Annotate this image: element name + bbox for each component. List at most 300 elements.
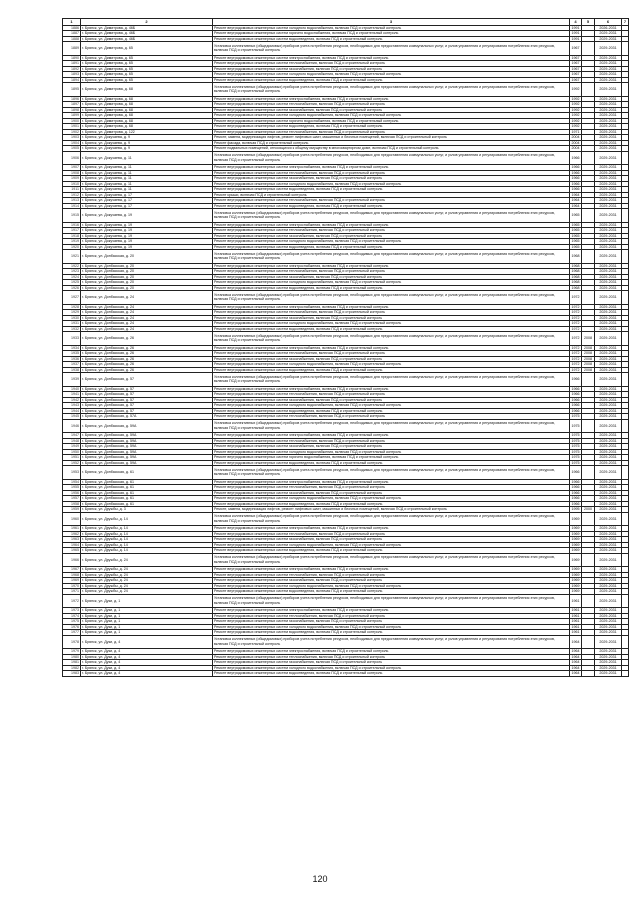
address-cell: г. Брянск, ул. Донбасская, д. 20 (81, 280, 213, 286)
row-number: 1975 (63, 619, 81, 625)
row-number: 1932 (63, 326, 81, 332)
row-number: 1959 (63, 507, 81, 513)
year-reconstruction-cell: 2000 (582, 507, 595, 513)
extra-cell (622, 250, 629, 264)
year-built-cell: 1968 (571, 269, 580, 274)
row-number: 1965 (63, 548, 81, 554)
year-built-cell: 1972 (571, 304, 580, 309)
work-type-cell: Ремонт внутридомовых инженерных систем газоснабжения, включая ПСД и строительный контроль (213, 274, 570, 280)
row-number: 1888 (63, 36, 81, 42)
planned-period-cell: 2029-2031 (595, 332, 622, 346)
address-cell: г. Брянск, ул. Донбасская, д. 61 (81, 485, 213, 491)
planned-period-cell: 2029-2031 (595, 583, 622, 589)
year-built-cell: 1965 (571, 233, 580, 238)
year-built-cell: 1967 (571, 55, 580, 60)
row-number: 1977 (63, 630, 81, 636)
year-built-cell: 1992 (571, 96, 580, 101)
work-type-cell: Ремонт внутридомовых инженерных систем водоотведения, включая ПСД и строительный контроль (213, 285, 570, 291)
work-type-cell: Установка коллективных (общедомовых) приборов учета потребления ресурсов, необходимых для предоставления коммунальных услуг, и узлов управления и регулирования потребления этих ресурсов, включая ПСД и строительный контроль (213, 83, 570, 97)
year-built-cell: 1966 (571, 403, 580, 408)
col-header-3: 3 (213, 19, 570, 26)
work-type-cell: Установка коллективных (общедомовых) приборов учета потребления ресурсов, необходимых для предоставления коммунальных услуг, и узлов управления и регулирования потребления этих ресурсов, включая ПСД и строительный контроль (213, 512, 570, 526)
year-built-cell: 2004 (571, 146, 580, 151)
work-type-cell: Ремонт, замена, модернизация лифтов, ремонт лифтовых шахт, машинных и блочных помещений, включая ПСД и строительный контроль (213, 507, 570, 513)
col-header-5: 5 (582, 19, 595, 26)
work-type-cell: Установка коллективных (общедомовых) приборов учета потребления ресурсов, необходимых для предоставления коммунальных услуг, и узлов управления и регулирования потребления этих ресурсов, включая ПСД и строительный контроль (213, 250, 570, 264)
address-cell: г. Брянск, ул. Донбасская, д. 57 (81, 392, 213, 398)
work-type-cell: Ремонт внутридомовых инженерных систем холодного водоснабжения, включая ПСД и строительный контроль (213, 239, 570, 245)
planned-period-cell: 2029-2031 (595, 250, 622, 264)
address-cell: г. Брянск, ул. Донбасская, д. 61 (81, 496, 213, 502)
address-cell: г. Брянск, ул. Димитрова, д. 68 (81, 124, 213, 130)
planned-period-cell: 2029-2031 (595, 386, 622, 392)
address-cell: г. Брянск, ул. Донбасская, д. 57 (81, 373, 213, 387)
year-built-cell: 1968 (571, 274, 580, 279)
work-type-cell: Ремонт внутридомовых инженерных систем электроснабжения, включая ПСД и строительный контроль (213, 222, 570, 228)
year-reconstruction-cell (582, 466, 595, 480)
work-type-cell: Ремонт внутридомовых инженерных систем теплоснабжения, включая ПСД и строительный контроль (213, 228, 570, 234)
planned-period-cell: 2029-2031 (595, 373, 622, 387)
planned-period-cell: 2029-2031 (595, 233, 622, 239)
year-built-cell: 1964 (571, 203, 580, 208)
col-header-6: 6 (595, 19, 622, 26)
planned-period-cell: 2029-2031 (595, 321, 622, 327)
planned-period-cell: 2029-2031 (595, 619, 622, 625)
work-type-cell: Ремонт крыши, включая ПСД и строительный контроль (213, 192, 570, 198)
work-type-cell: Ремонт внутридомовых инженерных систем теплоснабжения, включая ПСД и строительный контроль (213, 129, 570, 135)
address-cell: г. Брянск, ул. Донбасская, д. 57 (81, 403, 213, 409)
work-type-cell: Ремонт внутридомовых инженерных систем холодного водоснабжения, включая ПСД и строительный контроль (213, 362, 570, 368)
address-cell: г. Брянск, ул. Докучаева, д. 19 (81, 233, 213, 239)
year-built-cell: 1965 (571, 228, 580, 233)
row-number: 1947 (63, 433, 81, 439)
year-built-cell: 1966 (571, 165, 580, 170)
year-built-cell: 1966 (571, 490, 580, 495)
work-type-cell: Ремонт внутридомовых инженерных систем газоснабжения, включая ПСД и строительный контроль (213, 107, 570, 113)
year-built-cell: 1968 (571, 285, 580, 290)
row-number: 1982 (63, 665, 81, 671)
address-cell: г. Брянск, ул. Дружбы, д. 24 (81, 567, 213, 573)
address-cell: г. Брянск, ул. Димитрова, д. 46Б (81, 25, 213, 31)
row-number: 1939 (63, 373, 81, 387)
work-type-cell: Ремонт внутридомовых инженерных систем газоснабжения, включая ПСД и строительный контроль (213, 537, 570, 543)
row-number: 1972 (63, 594, 81, 608)
work-type-cell: Ремонт внутридомовых инженерных систем газоснабжения, включая ПСД и строительный контроль (213, 490, 570, 496)
planned-period-cell: 2029-2031 (595, 501, 622, 507)
work-type-cell: Установка коллективных (общедомовых) приборов учета потребления ресурсов, необходимых для предоставления коммунальных услуг, и узлов управления и регулирования потребления этих ресурсов, включая ПСД и строительный контроль (213, 291, 570, 305)
year-built-cell: 1992 (571, 107, 580, 112)
extra-cell (622, 553, 629, 567)
planned-period-cell: 2029-2031 (595, 526, 622, 532)
planned-period-cell: 2029-2031 (595, 203, 622, 209)
year-built-cell: 1969 (571, 589, 580, 594)
year-reconstruction-cell (582, 42, 595, 56)
address-cell: г. Брянск, ул. Докучаева, д. 11 (81, 187, 213, 193)
work-type-cell: Ремонт внутридомовых инженерных систем горячего водоснабжения, включая ПСД и строительный контроль (213, 118, 570, 124)
work-type-cell: Ремонт внутридомовых инженерных систем водоотведения, включая ПСД и строительный контроль (213, 203, 570, 209)
row-number: 1969 (63, 578, 81, 584)
row-number: 1918 (63, 233, 81, 239)
row-number: 1913 (63, 198, 81, 204)
year-reconstruction-cell (582, 151, 595, 165)
year-reconstruction-cell (582, 512, 595, 526)
planned-period-cell: 2029-2031 (595, 512, 622, 526)
address-cell: г. Брянск, ул. Дуки, д. 1 (81, 624, 213, 630)
planned-period-cell: 2029-2031 (595, 83, 622, 97)
work-type-cell: Ремонт внутридомовых инженерных систем холодного водоснабжения, включая ПСД и строительный контроль (213, 624, 570, 630)
row-number: 1974 (63, 613, 81, 619)
planned-period-cell: 2029-2031 (595, 438, 622, 444)
address-cell: г. Брянск, ул. Донбасская, д. 61 (81, 479, 213, 485)
year-built-cell: 1968 (571, 263, 580, 268)
table-row (63, 671, 629, 677)
planned-period-cell: 2029-2031 (595, 170, 622, 176)
row-number: 1916 (63, 222, 81, 228)
year-built-cell: 1966 (570, 373, 582, 387)
work-type-cell: Ремонт внутридомовых инженерных систем горячего водоснабжения, включая ПСД и строительный контроль (213, 31, 570, 37)
row-number: 1923 (63, 269, 81, 275)
planned-period-cell: 2029-2031 (595, 222, 622, 228)
address-cell: г. Брянск, ул. Донбасская, д. 61 (81, 466, 213, 480)
planned-period-cell: 2029-2031 (595, 107, 622, 113)
year-built-cell: 1964 (571, 649, 580, 654)
planned-period-cell: 2029-2031 (595, 187, 622, 193)
row-number: 1921 (63, 250, 81, 264)
work-type-cell: Ремонт внутридомовых инженерных систем водоотведения, включая ПСД и строительный контроль (213, 548, 570, 554)
row-number: 1904 (63, 140, 81, 146)
address-cell: г. Брянск, ул. Димитрова, д. 68 (81, 83, 213, 97)
address-cell: г. Брянск, ул. Димитрова, д. 46Б (81, 31, 213, 37)
address-cell: г. Брянск, ул. Докучаева, д. 11 (81, 165, 213, 171)
address-cell: г. Брянск, ул. Донбасская, д. 20 (81, 263, 213, 269)
work-type-cell: Ремонт внутридомовых инженерных систем электроснабжения, включая ПСД и строительный контроль (213, 479, 570, 485)
planned-period-cell: 2029-2031 (595, 42, 622, 56)
row-number: 1898 (63, 107, 81, 113)
row-number: 1892 (63, 66, 81, 72)
year-built-cell: 1968 (570, 250, 582, 264)
page-number: 120 (312, 874, 328, 884)
row-number: 1955 (63, 485, 81, 491)
planned-period-cell: 2029-2031 (595, 351, 622, 357)
work-type-cell: Ремонт внутридомовых инженерных систем электроснабжения, включая ПСД и строительный контроль (213, 567, 570, 573)
planned-period-cell: 2029-2031 (595, 414, 622, 420)
year-built-cell: 1992 (571, 124, 580, 129)
row-number: 1887 (63, 31, 81, 37)
address-cell: г. Брянск, ул. Докучаева, д. 9 (81, 146, 213, 152)
address-cell: г. Брянск, ул. Дружбы, д. 14 (81, 512, 213, 526)
year-built-cell: 1975 (571, 449, 580, 454)
work-type-cell: Ремонт внутридомовых инженерных систем водоотведения, включая ПСД и строительный контроль (213, 244, 570, 250)
planned-period-cell: 2029-2031 (595, 624, 622, 630)
address-cell: г. Брянск, ул. Донбасская, д. 20 (81, 274, 213, 280)
year-reconstruction-cell (582, 209, 595, 223)
work-type-cell: Ремонт внутридомовых инженерных систем водоотведения, включая ПСД и строительный контроль (213, 367, 570, 373)
row-number: 1954 (63, 479, 81, 485)
row-number: 1924 (63, 274, 81, 280)
planned-period-cell: 2029-2031 (595, 192, 622, 198)
year-built-cell: 1966 (571, 386, 580, 391)
row-number: 1949 (63, 444, 81, 450)
address-cell: г. Брянск, ул. Дуки, д. 1 (81, 594, 213, 608)
address-cell: г. Брянск, ул. Донбасская, д. 20 (81, 269, 213, 275)
planned-period-cell: 2029-2031 (595, 129, 622, 135)
planned-period-cell: 2029-2031 (595, 362, 622, 368)
year-built-cell: 1975 (571, 433, 580, 438)
row-number: 1894 (63, 77, 81, 83)
planned-period-cell: 2029-2031 (595, 444, 622, 450)
work-type-cell: Установка коллективных (общедомовых) приборов учета потребления ресурсов, необходимых для предоставления коммунальных услуг, и узлов управления и регулирования потребления этих ресурсов, включая ПСД и строительный контроль (213, 42, 570, 56)
year-built-cell: 1991 (571, 36, 580, 41)
extra-cell (622, 332, 629, 346)
work-type-cell: Ремонт внутридомовых инженерных систем электроснабжения, включая ПСД и строительный контроль (213, 165, 570, 171)
row-number: 1912 (63, 192, 81, 198)
planned-period-cell: 2029-2031 (595, 496, 622, 502)
address-cell: г. Брянск, ул. Донбасская, д. 61 (81, 490, 213, 496)
work-type-cell: Ремонт внутридомовых инженерных систем теплоснабжения, включая ПСД и строительный контроль (213, 61, 570, 67)
work-type-cell: Ремонт внутридомовых инженерных систем водоотведения, включая ПСД и строительный контроль (213, 460, 570, 466)
row-number: 1944 (63, 408, 81, 414)
address-cell: г. Брянск, ул. Дуки, д. 1 (81, 630, 213, 636)
work-type-cell: Ремонт внутридомовых инженерных систем теплоснабжения, включая ПСД и строительный контроль (213, 438, 570, 444)
address-cell: г. Брянск, ул. Дуки, д. 4 (81, 671, 213, 677)
planned-period-cell: 2029-2031 (595, 66, 622, 72)
row-number: 1910 (63, 181, 81, 187)
row-number: 1976 (63, 624, 81, 630)
year-built-cell: 2004 (571, 140, 580, 145)
year-built-cell: 1966 (570, 466, 582, 480)
address-cell: г. Брянск, ул. Донбасская, д. 59А (81, 449, 213, 455)
year-built-cell: 1967 (571, 66, 580, 71)
year-built-cell: 1975 (571, 455, 580, 460)
work-type-cell: Ремонт внутридомовых инженерных систем электроснабжения, включая ПСД и строительный контроль (213, 386, 570, 392)
row-number: 1903 (63, 135, 81, 141)
row-number: 1962 (63, 531, 81, 537)
year-reconstruction-cell: 2008 (582, 356, 595, 362)
planned-period-cell: 2029-2031 (595, 304, 622, 310)
work-type-cell: Ремонт внутридомовых инженерных систем теплоснабжения, включая ПСД и строительный контроль (213, 485, 570, 491)
row-number: 1980 (63, 654, 81, 660)
address-cell: г. Брянск, ул. Димитрова, д. 68 (81, 96, 213, 102)
row-number: 1961 (63, 526, 81, 532)
year-built-cell: 1969 (571, 537, 580, 542)
year-built-cell: 1964 (571, 192, 580, 197)
planned-period-cell: 2029-2031 (595, 280, 622, 286)
row-number: 1936 (63, 356, 81, 362)
extra-cell (622, 419, 629, 433)
planned-period-cell: 2029-2031 (595, 531, 622, 537)
work-type-cell: Ремонт подвальных помещений, относящихся к общему имуществу в многоквартирном доме, включая ПСД и строительный контроль (213, 146, 570, 152)
year-reconstruction-cell (582, 419, 595, 433)
address-cell: г. Брянск, ул. Дуки, д. 4 (81, 665, 213, 671)
work-type-cell: Ремонт внутридомовых инженерных систем теплоснабжения, включая ПСД и строительный контроль (213, 414, 570, 420)
planned-period-cell: 2029-2031 (595, 460, 622, 466)
year-built-cell: 1992 (571, 113, 580, 118)
planned-period-cell: 2029-2031 (595, 274, 622, 280)
planned-period-cell: 2029-2031 (595, 310, 622, 316)
row-number: 1940 (63, 386, 81, 392)
work-type-cell: Ремонт внутридомовых инженерных систем электроснабжения, включая ПСД и строительный контроль (213, 304, 570, 310)
row-number: 1983 (63, 671, 81, 677)
row-number: 1945 (63, 414, 81, 420)
address-cell: г. Брянск, ул. Донбасская, д. 59А (81, 433, 213, 439)
work-type-cell: Установка коллективных (общедомовых) приборов учета потребления ресурсов, необходимых для предоставления коммунальных услуг, и узлов управления и регулирования потребления этих ресурсов, включая ПСД и строительный контроль (213, 635, 570, 649)
row-number: 1914 (63, 203, 81, 209)
year-built-cell: 1992 (570, 83, 582, 97)
address-cell: г. Брянск, ул. Донбасская, д. 59А (81, 444, 213, 450)
work-type-cell: Установка коллективных (общедомовых) приборов учета потребления ресурсов, необходимых для предоставления коммунальных услуг, и узлов управления и регулирования потребления этих ресурсов, включая ПСД и строительный контроль (213, 151, 570, 165)
address-cell: г. Брянск, ул. Донбасская, д. 20 (81, 285, 213, 291)
planned-period-cell: 2029-2031 (595, 55, 622, 61)
address-cell: г. Брянск, ул. Дуки, д. 1 (81, 608, 213, 614)
address-cell: г. Брянск, ул. Димитрова, д. 122 (81, 129, 213, 135)
address-cell: г. Брянск, ул. Донбасская, д. 59А (81, 438, 213, 444)
row-number: 1890 (63, 55, 81, 61)
address-cell: г. Брянск, ул. Димитрова, д. 65 (81, 77, 213, 83)
year-built-cell: 1967 (570, 42, 582, 56)
planned-period-cell: 2029-2031 (595, 553, 622, 567)
planned-period-cell: 2029-2031 (595, 176, 622, 182)
col-header-7: 7 (622, 19, 629, 26)
table-row (63, 332, 629, 346)
year-built-cell: 1966 (571, 181, 580, 186)
address-cell: г. Брянск, ул. Дружбы, д. 3 (81, 507, 213, 513)
planned-period-cell: 2029-2031 (595, 61, 622, 67)
address-cell: г. Брянск, ул. Докучаева, д. 11 (81, 176, 213, 182)
address-cell: г. Брянск, ул. Димитрова, д. 65 (81, 66, 213, 72)
row-number: 1981 (63, 660, 81, 666)
year-built-cell: 1992 (571, 118, 580, 123)
row-number: 1966 (63, 553, 81, 567)
year-built-cell: 1992 (571, 102, 580, 107)
col-header-1: 1 (63, 19, 81, 26)
work-type-cell: Ремонт внутридомовых инженерных систем водоотведения, включая ПСД и строительный контроль (213, 326, 570, 332)
extra-cell (622, 42, 629, 56)
year-reconstruction-cell (582, 250, 595, 264)
address-cell: г. Брянск, ул. Донбасская, д. 26 (81, 362, 213, 368)
row-number: 1891 (63, 61, 81, 67)
planned-period-cell: 2029-2031 (595, 589, 622, 595)
row-number: 1970 (63, 583, 81, 589)
year-built-cell: 1975 (571, 414, 580, 419)
register-sheet (62, 18, 628, 677)
row-number: 1893 (63, 72, 81, 78)
work-type-cell: Ремонт внутридомовых инженерных систем теплоснабжения, включая ПСД и строительный контроль (213, 351, 570, 357)
address-cell: г. Брянск, ул. Дружбы, д. 14 (81, 537, 213, 543)
address-cell: г. Брянск, ул. Докучаева, д. 11 (81, 170, 213, 176)
year-built-cell: 1961 (571, 613, 580, 618)
planned-period-cell: 2029-2031 (595, 181, 622, 187)
extra-cell (622, 151, 629, 165)
row-number: 1896 (63, 96, 81, 102)
year-reconstruction-cell (582, 671, 595, 677)
planned-period-cell: 2029-2031 (595, 649, 622, 655)
row-number: 1978 (63, 635, 81, 649)
year-reconstruction-cell: 2008 (582, 332, 595, 346)
planned-period-cell: 2029-2031 (595, 198, 622, 204)
extra-cell (622, 83, 629, 97)
address-cell: г. Брянск, ул. Докучаева, д. 9 (81, 135, 213, 141)
extra-cell (622, 512, 629, 526)
address-cell: г. Брянск, ул. Докучаева, д. 17 (81, 192, 213, 198)
year-built-cell: 1972 (571, 321, 580, 326)
row-number: 1953 (63, 466, 81, 480)
work-type-cell: Ремонт внутридомовых инженерных систем теплоснабжения, включая ПСД и строительный контроль (213, 613, 570, 619)
planned-period-cell: 2029-2031 (595, 635, 622, 649)
col-header-2: 2 (81, 19, 213, 26)
row-number: 1902 (63, 129, 81, 135)
row-number: 1960 (63, 512, 81, 526)
planned-period-cell: 2029-2031 (595, 613, 622, 619)
row-number: 1889 (63, 42, 81, 56)
address-cell: г. Брянск, ул. Димитрова, д. 65 (81, 72, 213, 78)
year-built-cell: 1972 (570, 291, 582, 305)
row-number: 1941 (63, 392, 81, 398)
address-cell: г. Брянск, ул. Дружбы, д. 24 (81, 589, 213, 595)
row-number: 1937 (63, 362, 81, 368)
address-cell: г. Брянск, ул. Донбасская, д. 26 (81, 345, 213, 351)
year-built-cell: 1972 (570, 332, 582, 346)
year-built-cell: 1972 (571, 345, 580, 350)
year-built-cell: 1972 (571, 310, 580, 315)
planned-period-cell: 2029-2031 (595, 479, 622, 485)
work-type-cell: Ремонт внутридомовых инженерных систем газоснабжения, включая ПСД и строительный контроль (213, 397, 570, 403)
address-cell: г. Брянск, ул. Донбасская, д. 57 (81, 386, 213, 392)
year-built-cell: 1965 (571, 239, 580, 244)
year-built-cell: 1967 (571, 61, 580, 66)
work-type-cell: Ремонт внутридомовых инженерных систем электроснабжения, включая ПСД и строительный контроль (213, 55, 570, 61)
work-type-cell: Ремонт внутридомовых инженерных систем теплоснабжения, включая ПСД и строительный контроль (213, 102, 570, 108)
address-cell: г. Брянск, ул. Докучаева, д. 9 (81, 140, 213, 146)
row-number: 1927 (63, 291, 81, 305)
work-type-cell: Ремонт внутридомовых инженерных систем водоотведения, включая ПСД и строительный контроль (213, 124, 570, 130)
address-cell: г. Брянск, ул. Дружбы, д. 14 (81, 531, 213, 537)
planned-period-cell: 2029-2031 (595, 608, 622, 614)
planned-period-cell: 2029-2031 (595, 356, 622, 362)
address-cell: г. Брянск, ул. Докучаева, д. 11 (81, 181, 213, 187)
planned-period-cell: 2029-2031 (595, 548, 622, 554)
year-built-cell: 1991 (571, 31, 580, 36)
planned-period-cell: 2029-2031 (595, 77, 622, 83)
planned-period-cell: 2029-2031 (595, 403, 622, 409)
row-number: 1956 (63, 490, 81, 496)
planned-period-cell: 2029-2031 (595, 578, 622, 584)
year-built-cell: 1964 (571, 665, 580, 670)
planned-period-cell: 2029-2031 (595, 419, 622, 433)
row-number: 1897 (63, 102, 81, 108)
row-number: 1907 (63, 165, 81, 171)
planned-period-cell: 2029-2031 (595, 151, 622, 165)
planned-period-cell: 2029-2031 (595, 209, 622, 223)
year-built-cell: 1972 (571, 315, 580, 320)
extra-cell (622, 209, 629, 223)
planned-period-cell: 2029-2031 (595, 449, 622, 455)
address-cell: г. Брянск, ул. Дружбы, д. 24 (81, 578, 213, 584)
table-body (63, 19, 629, 677)
table-row (63, 83, 629, 97)
row-number: 1930 (63, 315, 81, 321)
work-type-cell: Ремонт внутридомовых инженерных систем водоотведения, включая ПСД и строительный контроль (213, 671, 570, 677)
planned-period-cell: 2029-2031 (595, 285, 622, 291)
year-built-cell: 1969 (570, 512, 582, 526)
planned-period-cell: 2029-2031 (595, 239, 622, 245)
extra-cell (622, 671, 629, 677)
address-cell: г. Брянск, ул. Донбасская, д. 24 (81, 310, 213, 316)
year-built-cell: 1965 (571, 222, 580, 227)
address-cell: г. Брянск, ул. Донбасская, д. 59А (81, 460, 213, 466)
year-reconstruction-cell: 2008 (582, 345, 595, 351)
work-type-cell: Ремонт внутридомовых инженерных систем водоотведения, включая ПСД и строительный контроль (213, 501, 570, 507)
row-number: 1935 (63, 351, 81, 357)
